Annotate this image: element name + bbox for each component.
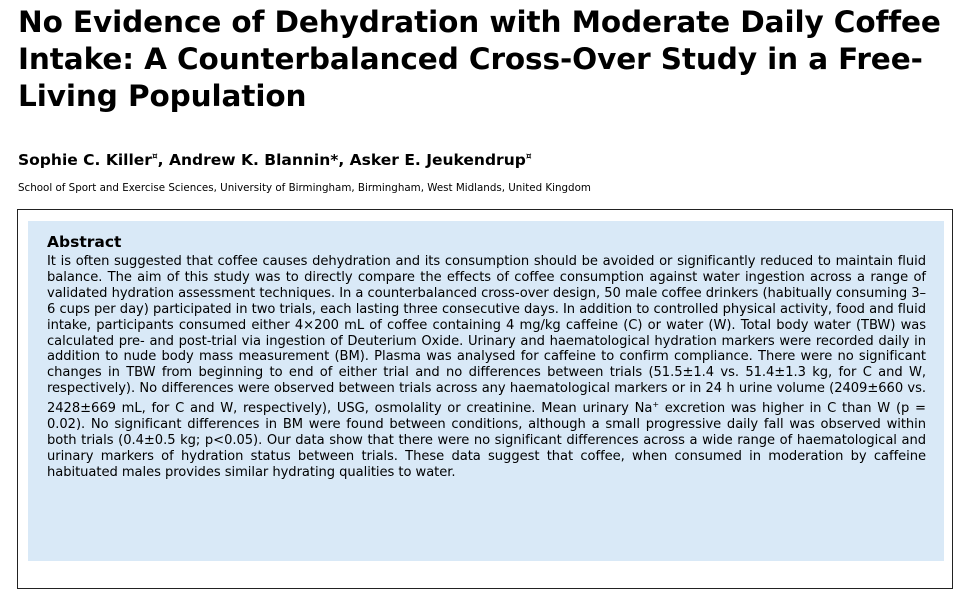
affiliation: School of Sport and Exercise Sciences, University of Birmingham, Birmingham, West Midlands, United Kingdom: [18, 182, 591, 194]
author-name: Sophie C. Killer: [18, 151, 152, 169]
abstract-text-part: It is often suggested that coffee causes dehydration and its consumption should be avoided or significantly reduced to maintain fluid balance. The aim of this study was to directly compare the effects of coffee consumption against water ingestion across a range of validated hydration assessment techniques. In a counterbalanced cross-over design, 50 male coffee drinkers (habitually consuming 3–6 cups per day) participated in two trials, each lasting three consecutive days. In addition to controlled physical activity, food and fluid intake, participants consumed either 4×200 mL of coffee containing 4 mg/kg caffeine (C) or water (W). Total body water (TBW) was calculated pre- and post-trial via ingestion of Deuterium Oxide. Urinary and haematological hydration markers were recorded daily in addition to nude body mass measurement (BM). Plasma was analysed for caffeine to confirm compliance. There were no significant changes in TBW from beginning to end of either trial and no differences between trials (51.5±1.4 vs. 51.4±1.3 kg, for C and W, respectively). No differences were observed between trials across any haematological markers or in 24 h urine volume (2409±660 vs. 2428±669 mL, for C and W, respectively), USG, osmolality or creatinine. Mean urinary Na: [47, 254, 926, 417]
author-list: Sophie C. Killer¤, Andrew K. Blannin*, Asker E. Jeukendrup¤: [18, 151, 532, 169]
abstract-box: [28, 221, 944, 561]
author-name: Asker E. Jeukendrup: [349, 151, 526, 169]
article-title: No Evidence of Dehydration with Moderate Daily Coffee Intake: A Counterbalanced Cross-Over Study in a Free-Living Population: [18, 5, 941, 113]
author-footnote-mark[interactable]: ¤: [151, 152, 158, 162]
sodium-superscript: +: [652, 400, 660, 410]
author-name: Andrew K. Blannin: [168, 151, 331, 169]
abstract-heading: Abstract: [47, 233, 122, 251]
abstract-text-part: excretion was higher in C than W (p = 0.02). No significant differences in BM were found between conditions, although a small progressive daily fall was observed within both trials (0.4±0.5 kg; p<0.05). Our data show that there were no significant differences across a wide range of haematological and urinary markers of hydration status between trials. These data suggest that coffee, when consumed in moderation by caffeine habituated males provides similar hydrating qualities to water.: [47, 401, 926, 480]
corresponding-author-mark[interactable]: *: [330, 151, 339, 169]
abstract-text: [47, 254, 926, 481]
author-footnote-mark[interactable]: ¤: [525, 152, 532, 162]
